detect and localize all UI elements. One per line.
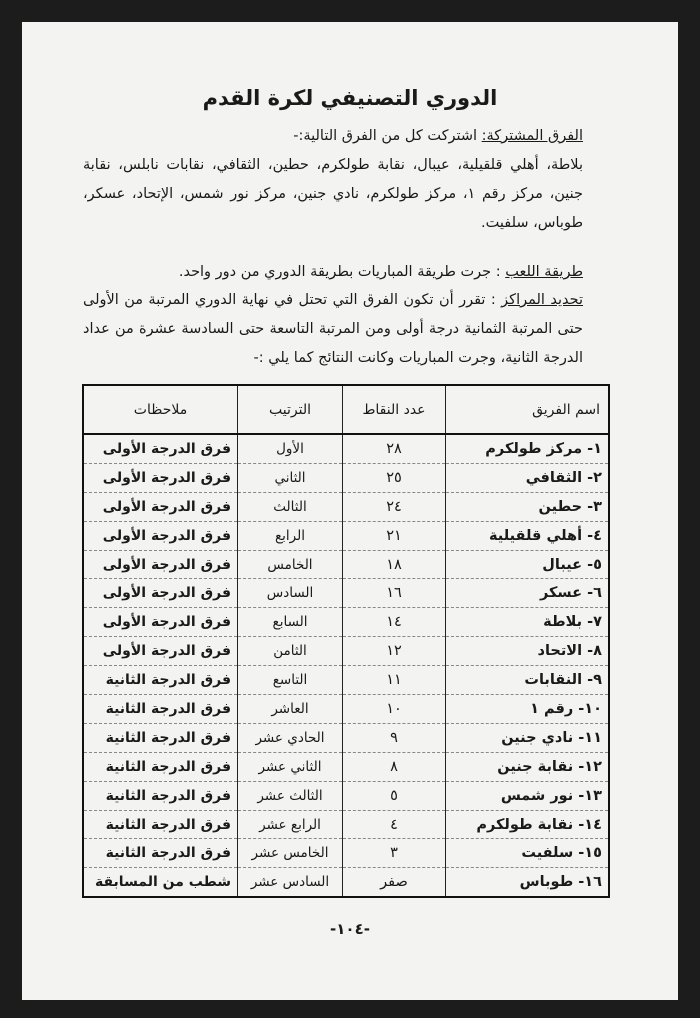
table-row [83, 492, 609, 521]
cell-rank: الأول [238, 434, 343, 463]
cell-note: فرق الدرجة الثانية [83, 781, 238, 810]
cell-points: ١٤ [343, 608, 446, 637]
table-body [83, 434, 609, 897]
cell-rank: الرابع عشر [238, 810, 343, 839]
cell-points: ١٠ [343, 695, 446, 724]
cell-note: فرق الدرجة الأولى [83, 637, 238, 666]
cell-points: ٢٥ [343, 463, 446, 492]
results-table [82, 384, 610, 898]
table-row [83, 521, 609, 550]
table-row [83, 637, 609, 666]
cell-team: ٣- حطين [446, 492, 610, 521]
cell-note: فرق الدرجة الأولى [83, 434, 238, 463]
cell-team: ٧- بلاطة [446, 608, 610, 637]
cell-points: ٢٤ [343, 492, 446, 521]
cell-rank: السابع [238, 608, 343, 637]
cell-points: ١٨ [343, 550, 446, 579]
cell-points: ٢١ [343, 521, 446, 550]
cell-note: فرق الدرجة الأولى [83, 521, 238, 550]
cell-points: ٣ [343, 839, 446, 868]
participating-intro: اشتركت كل من الفرق التالية:- [293, 128, 482, 144]
participating-label: الفرق المشتركة: [481, 128, 583, 144]
cell-rank: الرابع [238, 521, 343, 550]
cell-rank: السادس [238, 579, 343, 608]
cell-note: شطب من المسابقة [83, 868, 238, 897]
cell-rank: العاشر [238, 695, 343, 724]
cell-rank: الخامس عشر [238, 839, 343, 868]
page-number: -١٠٤- [330, 920, 370, 938]
table-header-row [83, 385, 609, 434]
table-row [83, 608, 609, 637]
table-row [83, 550, 609, 579]
cell-points: صفر [343, 868, 446, 897]
table-row [83, 752, 609, 781]
cell-team: ١٢- نقابة جنين [446, 752, 610, 781]
cell-team: ٨- الاتحاد [446, 637, 610, 666]
ranking-paragraph [83, 286, 583, 373]
cell-rank: الثالث [238, 492, 343, 521]
cell-note: فرق الدرجة الأولى [83, 550, 238, 579]
header-team: اسم الفريق [446, 385, 610, 434]
cell-points: ٤ [343, 810, 446, 839]
cell-rank: الحادي عشر [238, 723, 343, 752]
cell-rank: السادس عشر [238, 868, 343, 897]
cell-points: ١٦ [343, 579, 446, 608]
cell-team: ١٠- رقم ١ [446, 695, 610, 724]
table-row [83, 839, 609, 868]
play-method-text: : جرت طريقة المباريات بطريقة الدوري من دور واحد. [178, 264, 506, 280]
header-points: عدد النقاط [343, 385, 446, 434]
cell-note: فرق الدرجة الثانية [83, 810, 238, 839]
cell-points: ١١ [343, 666, 446, 695]
cell-note: فرق الدرجة الأولى [83, 579, 238, 608]
table-row [83, 868, 609, 897]
table-row [83, 781, 609, 810]
cell-rank: الثامن [238, 637, 343, 666]
cell-rank: التاسع [238, 666, 343, 695]
cell-rank: الخامس [238, 550, 343, 579]
cell-note: فرق الدرجة الأولى [83, 492, 238, 521]
cell-rank: الثالث عشر [238, 781, 343, 810]
cell-team: ١١- نادي جنين [446, 723, 610, 752]
cell-team: ١٦- طوباس [446, 868, 610, 897]
cell-team: ١- مركز طولكرم [446, 434, 610, 463]
table-row [83, 666, 609, 695]
table-row [83, 579, 609, 608]
cell-note: فرق الدرجة الثانية [83, 666, 238, 695]
cell-team: ٤- أهلي قلقيلية [446, 521, 610, 550]
cell-team: ٥- عيبال [446, 550, 610, 579]
table-row [83, 723, 609, 752]
play-method-paragraph [83, 258, 583, 287]
header-rank: الترتيب [238, 385, 343, 434]
cell-team: ٦- عسكر [446, 579, 610, 608]
table-row [83, 463, 609, 492]
cell-points: ٥ [343, 781, 446, 810]
table-row [83, 810, 609, 839]
participating-teams-text: بلاطة، أهلي قلقيلية، عيبال، نقابة طولكرم، حطين، الثقافي، نقابات نابلس، نقابة جنين، مركز رقم ١، مركز طولكرم، نادي جنين، مركز نور شمس، الإتحاد، عسكر، طوباس، سلفيت. [83, 157, 583, 231]
cell-note: فرق الدرجة الأولى [83, 608, 238, 637]
cell-note: فرق الدرجة الثانية [83, 752, 238, 781]
participating-teams-paragraph [83, 122, 583, 238]
cell-team: ٩- النقابات [446, 666, 610, 695]
cell-points: ٢٨ [343, 434, 446, 463]
table-row [83, 434, 609, 463]
cell-note: فرق الدرجة الثانية [83, 839, 238, 868]
document-page [22, 22, 678, 1000]
cell-points: ١٢ [343, 637, 446, 666]
cell-note: فرق الدرجة الأولى [83, 463, 238, 492]
cell-points: ٨ [343, 752, 446, 781]
ranking-text: : تقرر أن تكون الفرق التي تحتل في نهاية الدوري المرتبة من الأولى حتى المرتبة الثمانية درجة أولى ومن المرتبة التاسعة حتى السادسة عشرة من عداد الدرجة الثانية، وجرت المباريات وكانت النتائج كما يلي :- [83, 292, 583, 366]
table-row [83, 695, 609, 724]
cell-note: فرق الدرجة الثانية [83, 695, 238, 724]
play-method-label: طريقة اللعب [505, 264, 583, 280]
cell-points: ٩ [343, 723, 446, 752]
cell-team: ١٤- نقابة طولكرم [446, 810, 610, 839]
header-notes: ملاحظات [83, 385, 238, 434]
ranking-label: تحديد المراكز [501, 292, 583, 308]
cell-team: ١٥- سلفيت [446, 839, 610, 868]
cell-rank: الثاني عشر [238, 752, 343, 781]
cell-team: ٢- الثقافي [446, 463, 610, 492]
cell-rank: الثاني [238, 463, 343, 492]
page-title: الدوري التصنيفي لكرة القدم [202, 86, 498, 110]
cell-team: ١٣- نور شمس [446, 781, 610, 810]
cell-note: فرق الدرجة الثانية [83, 723, 238, 752]
